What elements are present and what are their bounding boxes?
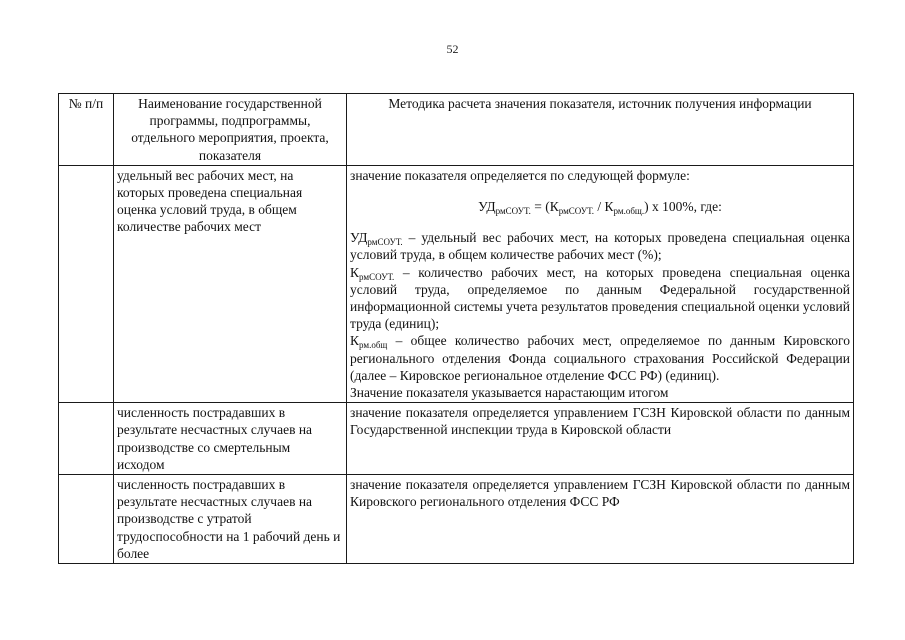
indicator-name xyxy=(114,165,347,402)
formula-eq: = (К xyxy=(530,199,559,215)
table-row xyxy=(59,165,854,402)
header-number: № п/п xyxy=(59,94,114,166)
formula xyxy=(350,198,850,215)
method-cell xyxy=(347,165,854,402)
page-number: 52 xyxy=(446,42,459,56)
formula-lhs-sub: рмСОУТ. xyxy=(495,206,531,217)
formula-k2-sub: рм.общ. xyxy=(613,206,645,217)
row-number xyxy=(59,475,114,564)
definition-k-sout xyxy=(350,264,850,333)
definition-ud-sub: рмСОУТ. xyxy=(367,237,403,248)
definition-k-sout-sub: рмСОУТ. xyxy=(359,271,395,282)
definition-k-total-symbol: К xyxy=(350,333,360,349)
header-name: Наименование государственной программы, подпрограммы, отдельного мероприятия, проекта, показателя xyxy=(114,94,347,166)
method-cell: значение показателя определяется управлением ГСЗН Кировской области по данным Кировского регионального отделения ФСС РФ xyxy=(347,475,854,564)
table-header-row xyxy=(59,94,854,166)
indicator-name-text: численность пострадавших в результате несчастных случаев на производстве с утратой трудоспособности на 1 рабочий день и более xyxy=(117,477,341,561)
definition-k-total-text: – общее количество рабочих мест, определяемое по данным Кировского регионального отделения Фонда социального страхования Российской Федерации (далее – Кировское региональное отделение ФСС РФ) (единиц). xyxy=(350,333,850,383)
table-row xyxy=(59,403,854,475)
formula-div: / К xyxy=(594,199,614,215)
definition-k-sout-text: – количество рабочих мест, на которых проведена специальная оценка условий труда, определяемое по данным Федеральной государственной информационной системы учета результатов проведения специальной оценки условий труда (единиц); xyxy=(350,264,850,332)
formula-lhs: УД xyxy=(478,199,496,215)
row-number xyxy=(59,403,114,475)
formula-tail: ) х 100%, где: xyxy=(644,199,722,215)
definition-k-total xyxy=(350,332,850,384)
indicator-name xyxy=(114,475,347,564)
table-row xyxy=(59,475,854,564)
definition-ud-symbol: УД xyxy=(350,230,368,246)
definition-ud xyxy=(350,229,850,263)
indicator-name xyxy=(114,403,347,475)
formula-k1-sub: рмСОУТ. xyxy=(558,206,595,217)
method-cell: значение показателя определяется управлением ГСЗН Кировской области по данным Государственной инспекции труда в Кировской области xyxy=(347,403,854,475)
indicator-name-text: удельный вес рабочих мест, на которых проведена специальная оценка условий труда, в общем количестве рабочих мест xyxy=(117,167,303,235)
method-intro: значение показателя определяется по следующей формуле: xyxy=(350,167,690,183)
indicator-name-text: численность пострадавших в результате несчастных случаев на производстве со смертельным исходом xyxy=(117,405,313,472)
method-footer: Значение показателя указывается нарастающим итогом xyxy=(350,385,669,401)
header-method: Методика расчета значения показателя, источник получения информации xyxy=(347,94,854,166)
indicators-table xyxy=(58,93,854,564)
row-number xyxy=(59,165,114,402)
definition-k-total-sub: рм.общ xyxy=(359,340,388,351)
definition-ud-text: – удельный вес рабочих мест, на которых проведена специальная оценка условий труда, в общем количестве рабочих мест (%); xyxy=(350,230,850,263)
definition-k-sout-symbol: К xyxy=(350,264,360,280)
